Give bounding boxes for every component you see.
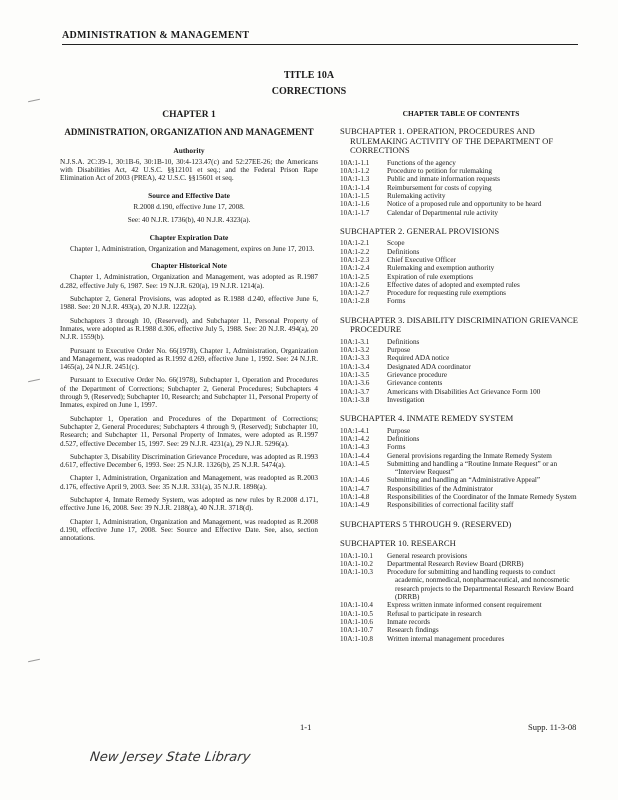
section-paragraph: Subchapter 2, General Provisions, was adopted as R.1988 d.240, effective June 6, 1988. See: 20 N.J.R. 493(a), 20 N.J.R. 1222(a). bbox=[60, 295, 318, 312]
section-title: Submitting and handling an “Administrative Appeal” bbox=[387, 476, 541, 485]
toc-entry bbox=[340, 379, 582, 387]
section-number: 10A:1-3.8 bbox=[340, 395, 370, 404]
toc-entry bbox=[340, 354, 582, 362]
section-title: Written internal management procedures bbox=[387, 634, 505, 643]
section-number: 10A:1-10.3 bbox=[340, 568, 373, 577]
section-number: 10A:1-3.4 bbox=[340, 362, 370, 371]
toc-title: CHAPTER TABLE OF CONTENTS bbox=[402, 109, 520, 118]
section-number: 10A:1-4.8 bbox=[340, 493, 370, 501]
section-title: Responsibilities of the Administrator bbox=[387, 484, 494, 493]
title-name: CORRECTIONS bbox=[271, 86, 347, 97]
toc-entry bbox=[340, 396, 582, 404]
toc-entry bbox=[340, 427, 582, 435]
section-title: Functions of the agency bbox=[387, 158, 456, 167]
section-title: Responsibilities of correctional facility staff bbox=[387, 501, 514, 510]
section-title: Investigation bbox=[387, 395, 425, 404]
toc-body bbox=[340, 127, 582, 643]
section-paragraph: Subchapter 4, Inmate Remedy System, was adopted as new rules by R.2008 d.171, effective June 16, 2008. See: 39 N.J.R. 2188(a), 40 N.J.R. 3718(d). bbox=[60, 496, 318, 513]
section-title: Rulemaking activity bbox=[387, 191, 446, 200]
section-paragraph: See: 40 N.J.R. 1736(b), 40 N.J.R. 4323(a). bbox=[127, 216, 251, 225]
section-title: Definitions bbox=[387, 434, 420, 443]
toc-entry bbox=[340, 281, 582, 289]
section-title: Responsibilities of the Coordinator of the Inmate Remedy System bbox=[387, 493, 577, 501]
section-number: 10A:1-2.7 bbox=[340, 289, 370, 298]
section-title: Procedure to petition for rulemaking bbox=[387, 167, 492, 176]
section-title: General research provisions bbox=[387, 551, 468, 560]
toc-entry bbox=[340, 192, 582, 200]
section-title: Submitting and handling a “Routine Inmate Request” or an “Interview Request” bbox=[387, 459, 558, 477]
section-number: 10A:1-10.8 bbox=[340, 634, 373, 643]
section-number: 10A:1-3.6 bbox=[340, 379, 370, 388]
section-title: Chief Executive Officer bbox=[387, 255, 456, 264]
chapter-column bbox=[60, 110, 318, 547]
section-paragraph: Pursuant to Executive Order No. 66(1978), Chapter 1, Administration, Organization and Management, was readopted as R.1992 d.269, effective June 1, 1992. See: 24 N.J.R. 1465(a), 24 N.J.R. 2451(c). bbox=[60, 346, 318, 372]
section-number: 10A:1-2.2 bbox=[340, 247, 370, 256]
section-title: General provisions regarding the Inmate Remedy System bbox=[387, 451, 552, 460]
toc-entry bbox=[340, 476, 582, 484]
section-heading: Authority bbox=[173, 145, 205, 155]
section-title: Designated ADA coordinator bbox=[387, 362, 471, 371]
section-number: 10A:1-3.1 bbox=[340, 337, 370, 346]
section-title: Research findings bbox=[387, 626, 439, 635]
section-number: 10A:1-10.5 bbox=[340, 609, 373, 618]
scan-mark bbox=[28, 99, 40, 102]
section-paragraph: Subchapter 1, Operation and Procedures of the Department of Corrections; Subchapter 2, General Procedures; Subchapters 4 through 9, (Reserved); Subchapter 10, Research; and Subchapter 11, Personal Property of Inmates, were adopted as R.1997 d.527, effective December 15, 1997. See: 29 N.J.R. 4231(a), 29 N.J.R. 5296(a). bbox=[60, 414, 318, 448]
library-stamp: New Jersey State Library bbox=[88, 750, 252, 765]
section-number: 10A:1-1.5 bbox=[340, 191, 370, 200]
section-number: 10A:1-3.2 bbox=[340, 346, 370, 355]
section-title: Inmate records bbox=[387, 617, 430, 626]
section-title: Expiration of rule exemptions bbox=[387, 272, 474, 281]
subchapter-heading: SUBCHAPTER 10. RESEARCH bbox=[340, 538, 456, 549]
section-paragraph: N.J.S.A. 2C:39-1, 30:1B-6, 30:1B-10, 30:4-123.47(c) and 52:27EE-26; the Americans with Disabilities Act, 42 U.S.C. §§12101 et seq.; and the Federal Prison Rape Elimination Act of 2003 (PREA), 42 U.S.C. §§15601 et seq. bbox=[60, 157, 318, 183]
section-number: 10A:1-2.1 bbox=[340, 239, 370, 248]
section-title: Departmental Research Review Board (DRRB) bbox=[387, 559, 524, 568]
toc-entry bbox=[340, 248, 582, 256]
section-paragraph: Subchapter 3, Disability Discrimination Grievance Procedure, was adopted as R.1993 d.617, effective December 6, 1993. See: 25 N.J.R. 1326(b), 25 N.J.R. 5474(a). bbox=[60, 452, 318, 470]
toc-entry bbox=[340, 363, 582, 371]
section-title: Effective dates of adopted and exempted rules bbox=[387, 280, 520, 289]
toc-entry bbox=[340, 167, 582, 175]
section-paragraph: Chapter 1, Administration, Organization and Management, was readopted as R.2008 d.190, effective June 17, 2008. See: Source and Effective Date. See, also, section annotations. bbox=[60, 517, 318, 543]
section-number: 10A:1-2.4 bbox=[340, 264, 370, 273]
toc-entry bbox=[340, 601, 582, 609]
section-title: Grievance contents bbox=[387, 379, 443, 388]
section-title: Public and inmate information requests bbox=[387, 175, 500, 184]
section-title: Scope bbox=[387, 239, 405, 248]
toc-entry bbox=[340, 435, 582, 443]
chapter-label: CHAPTER 1 bbox=[162, 110, 216, 120]
toc-entry bbox=[340, 443, 582, 451]
running-head: ADMINISTRATION & MANAGEMENT bbox=[62, 30, 250, 41]
section-title: Required ADA notice bbox=[387, 354, 450, 363]
toc-entry bbox=[340, 256, 582, 264]
section-number: 10A:1-10.7 bbox=[340, 626, 373, 635]
toc-column bbox=[340, 110, 582, 643]
toc-entry bbox=[340, 346, 582, 354]
section-title: Rulemaking and exemption authority bbox=[387, 264, 495, 273]
section-title: Purpose bbox=[387, 426, 411, 435]
toc-entry bbox=[340, 200, 582, 208]
section-title: Purpose bbox=[387, 346, 411, 355]
toc-entry bbox=[340, 460, 582, 477]
subchapter-heading: SUBCHAPTER 4. INMATE REMEDY SYSTEM bbox=[340, 413, 514, 424]
section-number: 10A:1-10.6 bbox=[340, 617, 373, 626]
section-number: 10A:1-4.5 bbox=[340, 459, 370, 468]
toc-entry bbox=[340, 239, 582, 247]
section-heading: Chapter Historical Note bbox=[151, 261, 227, 271]
section-number: 10A:1-4.6 bbox=[340, 476, 370, 485]
section-title: Grievance procedure bbox=[387, 370, 448, 379]
chapter-sections bbox=[60, 147, 318, 543]
section-title: Notice of a proposed rule and opportunity to be heard bbox=[387, 200, 542, 209]
section-paragraph: Chapter 1, Administration, Organization and Management, was readopted as R.2003 d.176, effective April 9, 2003. See: 35 N.J.R. 331(a), 35 N.J.R. 1898(a). bbox=[60, 474, 318, 491]
title-number: TITLE 10A bbox=[283, 70, 335, 81]
chapter-name: ADMINISTRATION, ORGANIZATION AND MANAGEMENT bbox=[64, 127, 314, 137]
section-title: Forms bbox=[387, 443, 406, 452]
toc-entry bbox=[340, 289, 582, 297]
section-number: 10A:1-2.3 bbox=[340, 255, 370, 264]
section-number: 10A:1-10.2 bbox=[340, 559, 373, 568]
section-number: 10A:1-10.1 bbox=[340, 551, 373, 560]
section-paragraph: Pursuant to Executive Order No. 66(1978), Subchapter 1, Operation and Procedures of the Department of Corrections; Subchapter 2, General Procedures; Subchapters 4 through 9, (Reserved); Subchapter 10, Research; and Subchapter 11, Personal Property of Inmates, expired on June 1, 1997. bbox=[60, 376, 318, 410]
toc-entry bbox=[340, 388, 582, 396]
toc-entry bbox=[340, 493, 582, 501]
toc-entry bbox=[340, 560, 582, 568]
toc-entry bbox=[340, 184, 582, 192]
toc-entry bbox=[340, 552, 582, 560]
section-title: Definitions bbox=[387, 247, 420, 256]
section-title: Procedure for requesting rule exemptions bbox=[387, 289, 506, 298]
scan-mark bbox=[28, 379, 40, 382]
section-title: Reimbursement for costs of copying bbox=[387, 183, 492, 192]
section-title: Forms bbox=[387, 297, 406, 306]
section-title: Procedure for submitting and handling requests to conduct academic, nonmedical, nonpharmaceutical, and noncosmetic research projects to the Departmental Research Review Board (DRRB) bbox=[387, 568, 574, 602]
section-number: 10A:1-4.1 bbox=[340, 426, 370, 435]
section-number: 10A:1-2.5 bbox=[340, 272, 370, 281]
section-number: 10A:1-10.4 bbox=[340, 601, 373, 610]
section-paragraph: R.2008 d.190, effective June 17, 2008. bbox=[133, 202, 245, 211]
section-paragraph: Chapter 1, Administration, Organization and Management, expires on June 17, 2013. bbox=[70, 244, 315, 253]
toc-entry bbox=[340, 371, 582, 379]
toc-entry bbox=[340, 452, 582, 460]
toc-entry bbox=[340, 485, 582, 493]
header-rule bbox=[62, 44, 578, 45]
section-number: 10A:1-2.8 bbox=[340, 297, 370, 306]
page-number: 1-1 bbox=[300, 722, 312, 732]
toc-entry bbox=[340, 568, 582, 601]
subchapter-heading: SUBCHAPTER 1. OPERATION, PROCEDURES AND RULEMAKING ACTIVITY OF THE DEPARTMENT OF CORRECTIONS bbox=[340, 126, 554, 156]
section-number: 10A:1-4.4 bbox=[340, 451, 370, 460]
toc-entry bbox=[340, 209, 582, 217]
section-number: 10A:1-1.2 bbox=[340, 167, 370, 176]
section-paragraph: Subchapters 3 through 10, (Reserved), and Subchapter 11, Personal Property of Inmates, were adopted as R.1988 d.306, effective July 5, 1988. See: 20 N.J.R. 494(a), 20 N.J.R. 1559(b). bbox=[60, 316, 318, 342]
section-number: 10A:1-4.7 bbox=[340, 484, 370, 493]
section-number: 10A:1-1.3 bbox=[340, 175, 370, 184]
scan-mark bbox=[28, 659, 40, 662]
section-number: 10A:1-3.5 bbox=[340, 370, 370, 379]
section-number: 10A:1-1.7 bbox=[340, 208, 370, 217]
toc-entry bbox=[340, 610, 582, 618]
section-paragraph: Chapter 1, Administration, Organization and Management, was adopted as R.1987 d.282, effective July 6, 1987. See: 19 N.J.R. 620(a), 19 N.J.R. 1214(a). bbox=[60, 273, 318, 290]
toc-entry bbox=[340, 297, 582, 305]
section-title: Express written inmate informed consent requirement bbox=[387, 601, 542, 610]
section-number: 10A:1-3.7 bbox=[340, 387, 370, 396]
section-heading: Source and Effective Date bbox=[148, 190, 230, 200]
toc-entry bbox=[340, 618, 582, 626]
toc-entry bbox=[340, 273, 582, 281]
toc-entry bbox=[340, 159, 582, 167]
section-number: 10A:1-4.3 bbox=[340, 443, 370, 452]
section-heading: Chapter Expiration Date bbox=[149, 232, 229, 242]
supplement-date: Supp. 11-3-08 bbox=[528, 722, 577, 732]
section-number: 10A:1-4.2 bbox=[340, 434, 370, 443]
toc-entry bbox=[340, 501, 582, 509]
subchapter-heading: SUBCHAPTERS 5 THROUGH 9. (RESERVED) bbox=[340, 518, 512, 529]
subchapter-heading: SUBCHAPTER 3. DISABILITY DISCRIMINATION GRIEVANCE PROCEDURE bbox=[340, 314, 579, 335]
toc-entry bbox=[340, 338, 582, 346]
section-number: 10A:1-1.6 bbox=[340, 200, 370, 209]
subchapter-heading: SUBCHAPTER 2. GENERAL PROVISIONS bbox=[340, 225, 500, 236]
section-number: 10A:1-2.6 bbox=[340, 280, 370, 289]
toc-entry bbox=[340, 264, 582, 272]
section-title: Definitions bbox=[387, 337, 420, 346]
toc-entry bbox=[340, 635, 582, 643]
section-title: Refusal to participate in research bbox=[387, 609, 482, 618]
section-number: 10A:1-1.4 bbox=[340, 183, 370, 192]
section-number: 10A:1-3.3 bbox=[340, 354, 370, 363]
section-number: 10A:1-4.9 bbox=[340, 501, 370, 510]
section-title: Americans with Disabilities Act Grievance Form 100 bbox=[387, 387, 541, 396]
toc-entry bbox=[340, 626, 582, 634]
toc-entry bbox=[340, 175, 582, 183]
section-number: 10A:1-1.1 bbox=[340, 158, 370, 167]
section-title: Calendar of Departmental rule activity bbox=[387, 208, 498, 217]
